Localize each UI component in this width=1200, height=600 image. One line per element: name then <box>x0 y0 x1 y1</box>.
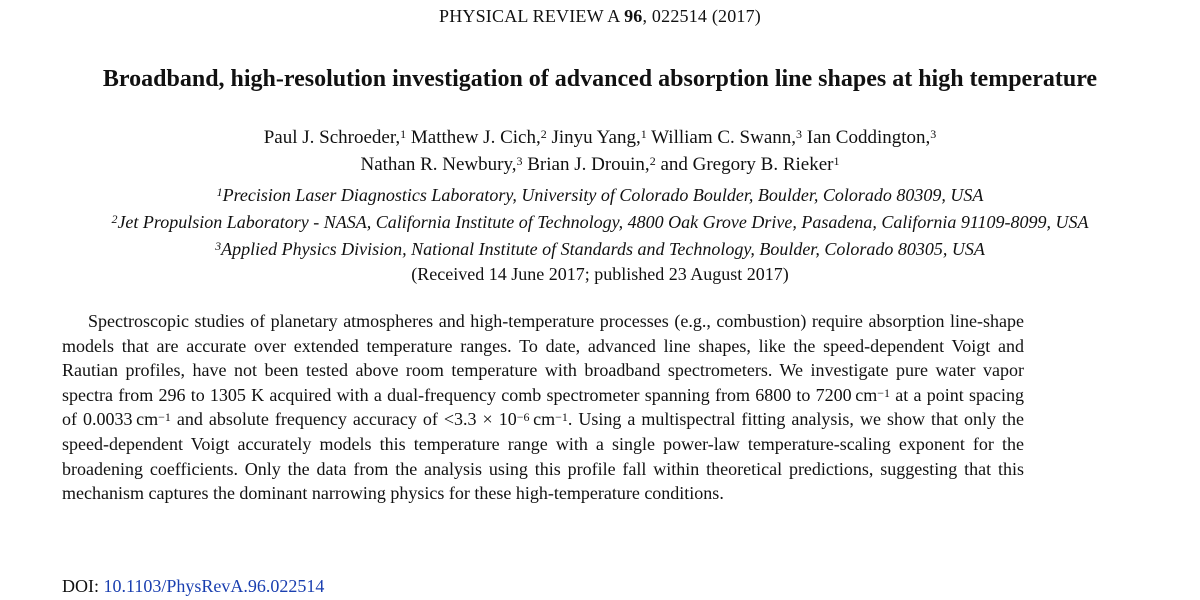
author-1: Matthew J. Cich,$^2$ <box>410 127 547 148</box>
author-7: and Gregory B. Rieker$^1$ <box>660 154 840 175</box>
affiliation-1: $^1$Precision Laser Diagnostics Laboratory, University of Colorado Boulder, Boulder, Colorado 80309, USA <box>216 185 984 205</box>
journal-header <box>0 6 1200 27</box>
journal-issue-year: , 022514 (2017) <box>642 6 762 26</box>
doi-label: DOI: <box>62 576 104 596</box>
author-4: Ian Coddington,$^3$ <box>806 127 937 148</box>
affiliation-list <box>0 182 1200 263</box>
affiliation-3: $^3$Applied Physics Division, National Institute of Standards and Technology, Boulder, Colorado 80305, USA <box>215 239 985 259</box>
journal-name: PHYSICAL REVIEW A <box>438 6 620 26</box>
author-list <box>0 124 1200 178</box>
author-2: Jinyu Yang,$^1$ <box>551 127 647 148</box>
paper-title: Broadband, high-resolution investigation of advanced absorption line shapes at high temperature <box>102 66 1098 92</box>
author-5: Nathan R. Newbury,$^3$ <box>360 154 523 175</box>
doi-line <box>62 576 324 597</box>
author-0: Paul J. Schroeder,$^1$ <box>263 127 407 148</box>
received-dates: (Received 14 June 2017; published 23 August 2017) <box>411 264 789 284</box>
author-3: William C. Swann,$^3$ <box>651 127 803 148</box>
affiliation-2: $^2$Jet Propulsion Laboratory - NASA, California Institute of Technology, 4800 Oak Grove Drive, Pasadena, California 91109-8099, USA <box>111 212 1089 232</box>
journal-volume: 96 <box>624 6 643 26</box>
doi-link[interactable]: 10.1103/PhysRevA.96.022514 <box>103 576 325 596</box>
abstract: Spectroscopic studies of planetary atmospheres and high-temperature processes (e.g., combustion) require absorption line-shape models that are accurate over extended temperature ranges. To date, advanced line shapes, like the speed-dependent Voigt and Rautian profiles, have not been tested above room temperature with broadband spectrometers. We investigate pure water vapor spectra from 296 to 1305 K acquired with a dual-frequency comb spectrometer spanning from 6800 to 7200 $cm^{-1}$ at a point spacing of 0.0033 $cm^{-1}$ and absolute frequency accuracy of $<3.3 \times 10^{-6}$ $cm^{-1}$. Using a multispectral fitting analysis, we show that only the speed-dependent Voigt accurately models this temperature range with a single power-law temperature-scaling exponent for the broadening coefficients. Only the data from the analysis using this profile fall within theoretical predictions, suggesting that this mechanism captures the dominant narrowing physics for these high-temperature conditions. <box>62 311 1025 504</box>
author-6: Brian J. Drouin,$^2$ <box>527 154 656 175</box>
